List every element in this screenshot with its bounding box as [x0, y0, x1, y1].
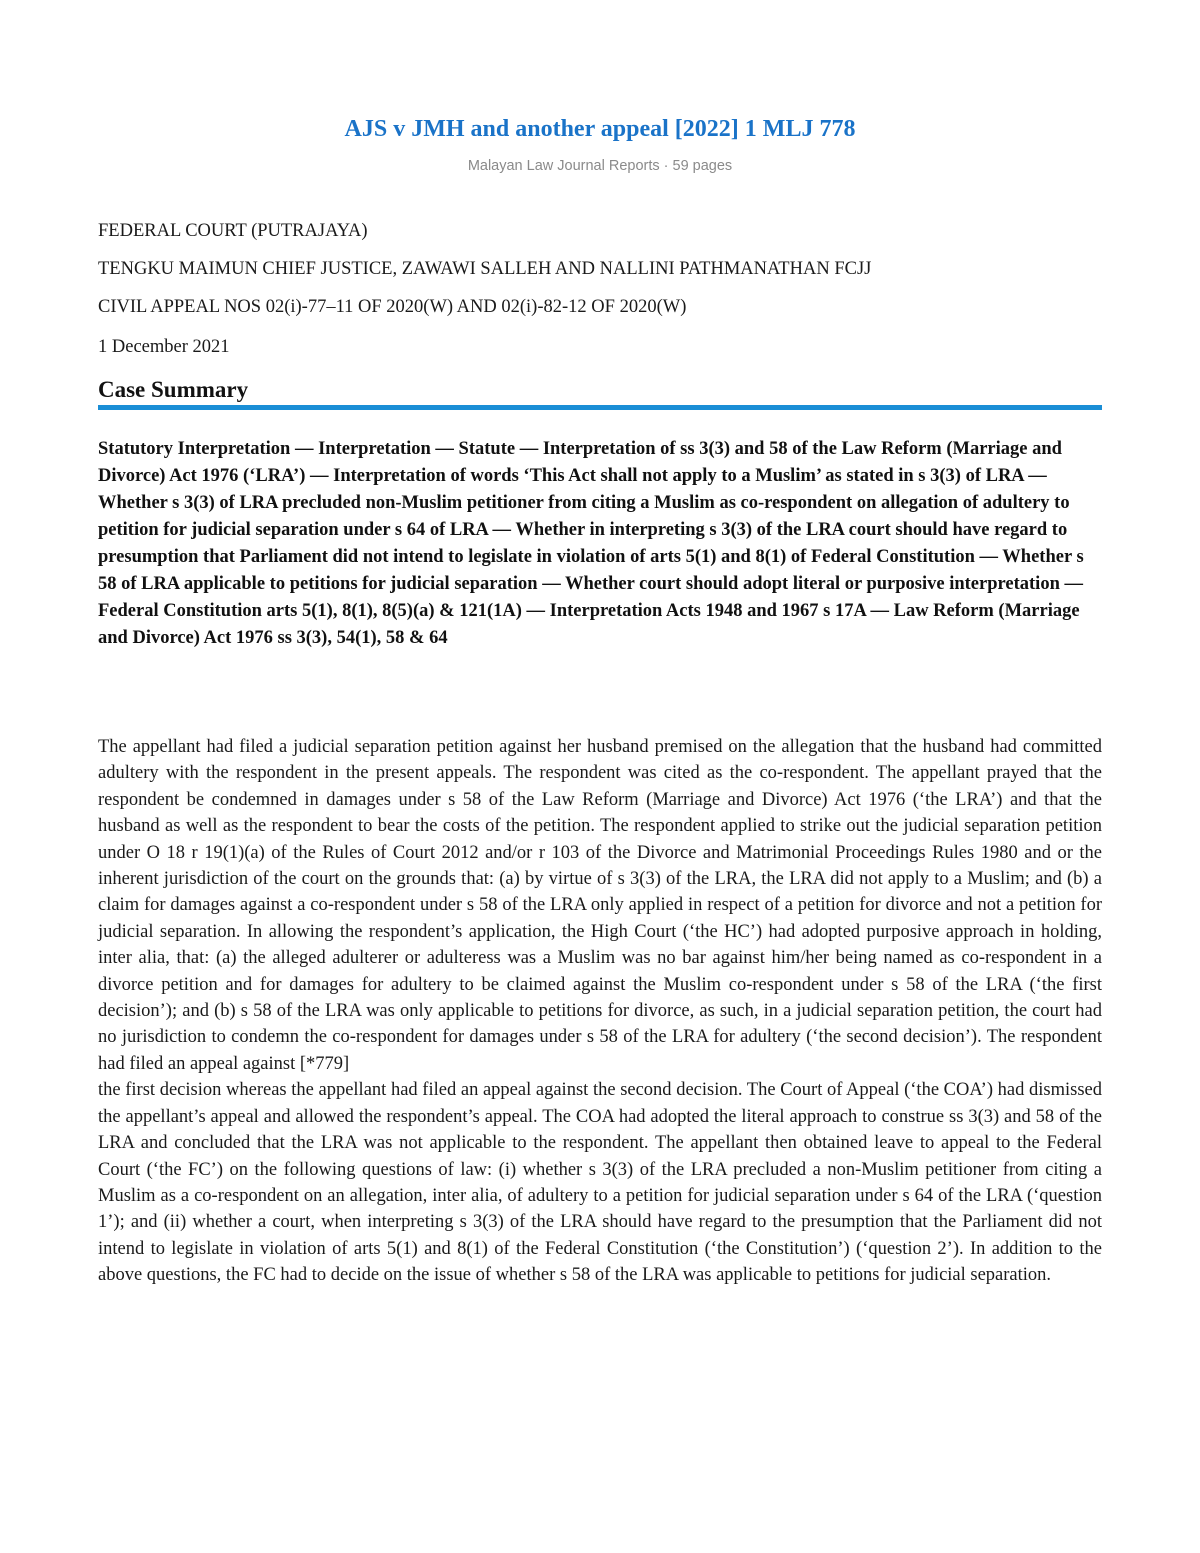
decision-date: 1 December 2021 [98, 337, 230, 357]
court-name: FEDERAL COURT (PUTRAJAYA) [98, 221, 368, 241]
page-marker: [*779] [299, 1053, 350, 1074]
document-subtitle: Malayan Law Journal Reports · 59 pages [467, 158, 733, 174]
document-title: AJS v JMH and another appeal [2022] 1 MLJ 778 [344, 116, 856, 142]
summary-paragraph-1-text: The appellant had filed a judicial separation petition against her husband premised on the allegation that the husband had committed adultery with the respondent in the present appeals. The respondent was cited as the co-respondent. The appellant prayed that the respondent be condemned in damages under s 58 of the Law Reform (Marriage and Divorce) Act 1976 (‘the LRA’) and that the husband as well as the respondent to bear the costs of the petition. The respondent applied to strike out the judicial separation petition under O 18 r 19(1)(a) of the Rules of Court 2012 and/or r 103 of the Divorce and Matrimonial Proceedings Rules 1980 and or the inherent jurisdiction of the court on the grounds that: (a) by virtue of s 3(3) of the LRA, the LRA did not apply to a Muslim; and (b) a claim for damages against a co-respondent under s 58 of the LRA only applied in respect of a petition for divorce and not a petition for judicial separation. In allowing the respondent’s application, the High Court (‘the HC’) had adopted purposive approach in holding, inter alia, that: (a) the alleged adulterer or adulteress was a Muslim was no bar against him/her being named as co-respondent in a divorce petition and for damages for adultery to be claimed against the Muslim co-respondent under s 58 of the LRA (‘the first decision’); and (b) s 58 of the LRA was only applicable to petitions for divorce, as such, in a judicial separation petition, the court had no jurisdiction to condemn the co-respondent for damages under s 58 of the LRA for adultery (‘the second decision’). The respondent had filed an appeal against [98, 737, 1102, 1074]
case-summary-body [98, 734, 1102, 1289]
judges-line: TENGKU MAIMUN CHIEF JUSTICE, ZAWAWI SALLEH AND NALLINI PATHMANATHAN FCJJ [98, 259, 872, 279]
catchwords: Statutory Interpretation — Interpretation — Statute — Interpretation of ss 3(3) and 58 of the Law Reform (Marriage and Divorce) Act 1976 (‘LRA’) — Interpretation of words ‘This Act shall not apply to a Muslim’ as stated in s 3(3) of LRA — Whether s 3(3) of LRA precluded non-Muslim petitioner from citing a Muslim as co-respondent on allegation of adultery to petition for judicial separation under s 64 of LRA — Whether in interpreting s 3(3) of the LRA court should have regard to presumption that Parliament did not intend to legislate in violation of arts 5(1) and 8(1) of Federal Constitution — Whether s 58 of LRA applicable to petitions for judicial separation — Whether court should adopt literal or purposive interpretation — Federal Constitution arts 5(1), 8(1), 8(5)(a) & 121(1A) — Interpretation Acts 1948 and 1967 s 17A — Law Reform (Marriage and Divorce) Act 1976 ss 3(3), 54(1), 58 & 64 [98, 439, 1084, 648]
case-summary-heading: Case Summary [98, 377, 249, 402]
summary-paragraph-1 [98, 734, 1102, 1077]
summary-paragraph-2: the first decision whereas the appellant had filed an appeal against the second decision. The Court of Appeal (‘the COA’) had dismissed the appellant’s appeal and allowed the respondent’s appeal. The COA had adopted the literal approach to construe ss 3(3) and 58 of the LRA and concluded that the LRA was not applicable to the respondent. The appellant then obtained leave to appeal to the Federal Court (‘the FC’) on the following questions of law: (i) whether s 3(3) of the LRA precluded a non-Muslim petitioner from citing a Muslim as a co-respondent on an allegation, inter alia, of adultery to a petition for judicial separation under s 64 of the LRA (‘question 1’); and (ii) whether a court, when interpreting s 3(3) of the LRA should have regard to the presumption that the Parliament did not intend to legislate in violation of arts 5(1) and 8(1) of the Federal Constitution (‘the Constitution’) (‘question 2’). In addition to the above questions, the FC had to decide on the issue of whether s 58 of the LRA was applicable to petitions for judicial separation. [98, 1080, 1102, 1286]
heading-divider [98, 405, 1102, 410]
appeal-numbers: CIVIL APPEAL NOS 02(i)-77–11 OF 2020(W) AND 02(i)-82-12 OF 2020(W) [98, 297, 687, 317]
